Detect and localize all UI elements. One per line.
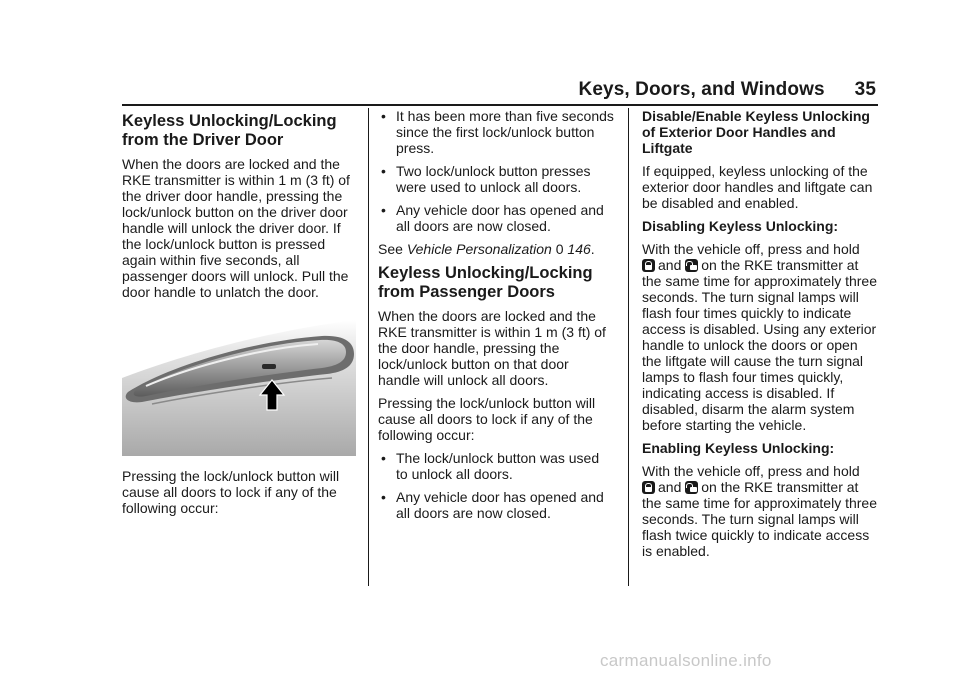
period: . (590, 241, 595, 257)
column-2 (378, 108, 614, 528)
reference-link[interactable]: Vehicle Personalization (406, 241, 552, 257)
text: and (658, 257, 682, 273)
lock-key-icon (642, 259, 655, 272)
list-item: • Any vehicle door has opened and all doors are now closed. (378, 202, 614, 234)
unlock-key-icon (685, 259, 698, 272)
section-title: Keys, Doors, and Windows (578, 79, 825, 100)
paragraph: If equipped, keyless unlocking of the exterior door handles and liftgate can be disabled and enabled. (642, 163, 873, 211)
lock-key-icon (642, 481, 655, 494)
header-rule (122, 104, 878, 106)
procedure-title: Enabling Keyless Unlocking: (642, 440, 835, 456)
reference-page[interactable]: 146 (567, 241, 591, 257)
page-ref-arrow-icon: 0 (555, 241, 564, 257)
list-item: • The lock/unlock button was used to unlock all doors. (378, 450, 614, 482)
paragraph: When the doors are locked and the RKE transmitter is within 1 m (3 ft) of the door handle, pressing the lock/unlock button on that door handle will unlock all doors. (378, 308, 606, 388)
text: and (658, 479, 682, 495)
column-3 (642, 108, 878, 566)
list-item: • It has been more than five seconds since the first lock/unlock button press. (378, 108, 614, 156)
bullet-list (378, 450, 614, 521)
door-handle-image (122, 320, 356, 456)
text: on the RKE transmitter at the same time for approximately three seconds. The turn signal lamps will flash four times quickly to indicate access is disabled. Using any exterior handle to unlock the doors or open the liftgate will cause the turn signal lamps to flash four times quickly, indicating access is disabled. If disabled, disarm the alarm system before starting the vehicle. (642, 257, 877, 433)
column-divider (368, 108, 369, 586)
column-divider (628, 108, 629, 586)
paragraph: When the doors are locked and the RKE transmitter is within 1 m (3 ft) of the driver door handle, pressing the lock/unlock button on the driver door handle will unlock the driver door. If the lock/unlock button is pressed again within five seconds, all passenger doors will unlock. Pull the door handle to unlatch the door. (122, 156, 350, 300)
paragraph: Pressing the lock/unlock button will cause all doors to lock if any of the following occur: (122, 468, 340, 516)
paragraph (642, 241, 878, 433)
section-heading: Keyless Unlocking/Locking from the Driver Door (122, 112, 337, 149)
text: With the vehicle off, press and hold (642, 241, 860, 257)
paragraph (642, 463, 878, 559)
bullet-list (378, 108, 614, 234)
subsection-heading: Disable/Enable Keyless Unlocking of Exterior Door Handles and Liftgate (642, 108, 870, 156)
page-number: 35 (854, 79, 876, 100)
list-item: • Two lock/unlock button presses were used to unlock all doors. (378, 163, 614, 195)
text: on the RKE transmitter at the same time for approximately three seconds. The turn signal lamps will flash twice quickly to indicate access is enabled. (642, 479, 877, 559)
running-header (579, 79, 876, 101)
door-handle-illustration (122, 320, 356, 456)
cross-reference (378, 241, 614, 257)
list-item: • Any vehicle door has opened and all doors are now closed. (378, 489, 614, 521)
watermark: carmanualsonline.info (600, 651, 772, 670)
text: With the vehicle off, press and hold (642, 463, 860, 479)
procedure-title: Disabling Keyless Unlocking: (642, 218, 839, 234)
paragraph: Pressing the lock/unlock button will cause all doors to lock if any of the following occur: (378, 395, 596, 443)
unlock-key-icon (685, 481, 698, 494)
section-heading: Keyless Unlocking/Locking from Passenger Doors (378, 264, 593, 301)
column-1 (122, 108, 358, 523)
see-label: See (378, 241, 403, 257)
